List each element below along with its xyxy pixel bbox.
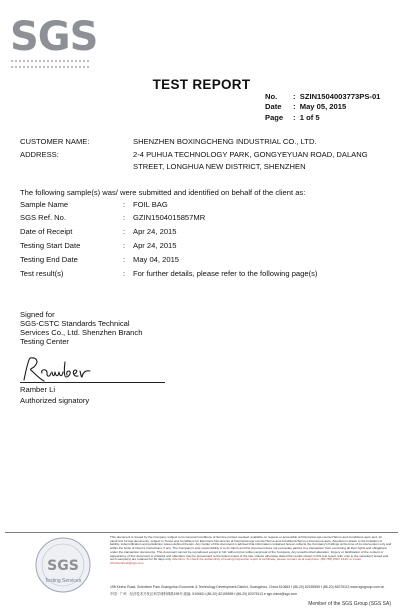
- legal-disclaimer: [110, 536, 392, 566]
- logo-dot: [39, 60, 41, 62]
- customer-address-line2: STREET, LONGHUA NEW DISTRICT, SHENZHEN: [133, 162, 306, 171]
- logo-dot: [59, 60, 61, 62]
- logo-dot: [15, 66, 17, 68]
- report-title: TEST REPORT: [152, 77, 251, 92]
- logo-dot: [47, 60, 49, 62]
- customer-name-label: CUSTOMER NAME:: [20, 137, 90, 146]
- logo-dot: [55, 66, 57, 68]
- logo-dot: [11, 66, 13, 68]
- sample-row-colon: :: [123, 227, 126, 236]
- handwritten-signature: [20, 355, 100, 385]
- logo-dot: [55, 60, 57, 62]
- customer-address-line1: 2-4 PUHUA TECHNOLOGY PARK, GONGYEYUAN ROAD, DALANG: [133, 150, 368, 159]
- signed-for-company-line1: SGS-CSTC Standards Technical: [20, 319, 130, 328]
- logo-dot: [11, 60, 13, 62]
- logo-dot: [27, 66, 29, 68]
- sample-row-colon: :: [123, 255, 126, 264]
- sample-row-value: For further details, please refer to the following page(s): [133, 269, 318, 278]
- sgs-logo: [10, 10, 98, 80]
- seal-logo-text: SGS: [47, 558, 79, 574]
- signed-for-line: Signed for: [20, 310, 55, 319]
- signed-for-company-line2: Services Co., Ltd. Shenzhen Branch: [20, 328, 143, 337]
- logo-dot: [59, 66, 61, 68]
- report-number-value: SZIN1504003773PS-01: [299, 92, 381, 101]
- sample-row-value: GZIN1504015857MR: [133, 213, 206, 222]
- sample-row-value: FOIL BAG: [133, 200, 168, 209]
- report-number-label: No.: [265, 92, 278, 101]
- logo-dot: [67, 60, 69, 62]
- sample-row-label: SGS Ref. No.: [20, 213, 67, 222]
- sample-row-label: Date of Receipt: [20, 227, 73, 236]
- footer-divider: [5, 532, 398, 533]
- sample-row-colon: :: [123, 200, 126, 209]
- logo-dot: [75, 60, 77, 62]
- sgs-group-membership: Member of the SGS Group (SGS SA): [308, 601, 391, 607]
- logo-dot: [63, 66, 65, 68]
- logo-dot: [39, 66, 41, 68]
- logo-dot: [19, 60, 21, 62]
- report-page-value: 1 of 5: [299, 113, 320, 122]
- report-page-label: Page: [265, 113, 284, 122]
- signatory-name: Ramber Li: [20, 385, 56, 394]
- logo-dot: [51, 66, 53, 68]
- logo-dot: [51, 60, 53, 62]
- logo-dot: [75, 66, 77, 68]
- logo-dot: [63, 60, 65, 62]
- logo-dot: [87, 66, 89, 68]
- logo-dot: [35, 66, 37, 68]
- signature-line: [20, 382, 165, 383]
- sample-row-value: May 04, 2015: [133, 255, 180, 264]
- logo-dot: [71, 66, 73, 68]
- logo-dot: [79, 66, 81, 68]
- logo-dot: [83, 60, 85, 62]
- logo-dot: [79, 60, 81, 62]
- logo-dot: [83, 66, 85, 68]
- logo-dot: [23, 60, 25, 62]
- logo-dot: [67, 66, 69, 68]
- signatory-title: Authorized signatory: [20, 396, 90, 405]
- sample-row-colon: :: [123, 213, 126, 222]
- sample-row-label: Sample Name: [20, 200, 69, 209]
- logo-dot: [27, 60, 29, 62]
- sample-row-label: Test result(s): [20, 269, 64, 278]
- logo-dot: [43, 60, 45, 62]
- sample-row-value: Apr 24, 2015: [133, 241, 177, 250]
- report-page: Page : 1 of 5: [265, 113, 320, 122]
- logo-dot: [15, 60, 17, 62]
- sample-row-colon: :: [123, 241, 126, 250]
- sample-row-label: Testing End Date: [20, 255, 78, 264]
- logo-dot: [31, 60, 33, 62]
- logo-dot: [35, 60, 37, 62]
- logo-dot: [19, 66, 21, 68]
- sample-row-value: Apr 24, 2015: [133, 227, 177, 236]
- logo-dot: [87, 60, 89, 62]
- sample-row-colon: :: [123, 269, 126, 278]
- logo-dot: [43, 66, 45, 68]
- report-date-value: May 05, 2015: [299, 102, 347, 111]
- logo-dot: [31, 66, 33, 68]
- customer-name-value: SHENZHEN BOXINGCHENG INDUSTRIAL CO., LTD.: [133, 137, 317, 146]
- logo-dot: [23, 66, 25, 68]
- office-address-en: 198 Kezhu Road, Scientech Park Guangzhou Economic & Technology Development District, Guangzhou, China 510663 t (86-20) 82155555 f (86-20) 82075113 www.sgsgroup.com.cn: [110, 585, 385, 589]
- logo-dot: [71, 60, 73, 62]
- sgs-accreditation-seal: [34, 536, 92, 594]
- sample-intro: The following sample(s) was/ were submitted and identified on behalf of the client as:: [20, 188, 306, 197]
- report-date: Date : May 05, 2015: [265, 102, 347, 111]
- logo-dot: [47, 66, 49, 68]
- signed-for-department: Testing Center: [20, 337, 69, 346]
- office-address-cn: 中国 · 广州 · 经济技术开发区科学城科珠路198号 邮编: 510663 t (86-20) 82155555 f (86-20) 82075113 e sgs.china@sgs.com: [110, 592, 298, 596]
- customer-address-label: ADDRESS:: [20, 150, 59, 159]
- seal-caption: Testing Services: [44, 578, 82, 584]
- logo-dot-pattern: [10, 60, 90, 70]
- sample-row-label: Testing Start Date: [20, 241, 81, 250]
- legal-text: This document is issued by the Company subject to its General Conditions of Service printed overleaf, available on request or accessible at http://www.sgs.com/en/Terms-and-Conditions.aspx and, for electronic format documents, subject to Terms and Conditions for Electronic Documents at http://www.sgs.com/en/Terms-and-Conditions/Terms-e-Document.aspx. Attention is drawn to the limitation of liability, indemnification and jurisdiction issues defined therein. Any holder of this document is advised that information contained hereon reflects the Company's findings at the time of its intervention only and within the limits of Client's instructions, if any. The Company's sole responsibility is to its Client and this document does not exonerate parties to a transaction from exercising all their rights and obligations under the transaction documents. This document cannot be reproduced except in full, without prior written approval of the Company. Any unauthorized alteration, forgery or falsification of the content or appearance of this document is unlawful and offenders may be prosecuted to the fullest extent of the law. Unless otherwise stated the results shown in this test report refer only to the sample(s) tested and such sample(s) are retained for 30 days only.: [110, 535, 392, 562]
- authenticity-warning: Attention: To check the authenticity of testing /inspection report & certificate, please contact us at telephone: (86-755) 8307 1443, or email: CN.Doccheck@sgs.com: [110, 557, 362, 565]
- report-number: No. : SZIN1504003773PS-01: [265, 92, 381, 101]
- report-date-label: Date: [265, 102, 282, 111]
- logo-text: SGS: [10, 14, 98, 60]
